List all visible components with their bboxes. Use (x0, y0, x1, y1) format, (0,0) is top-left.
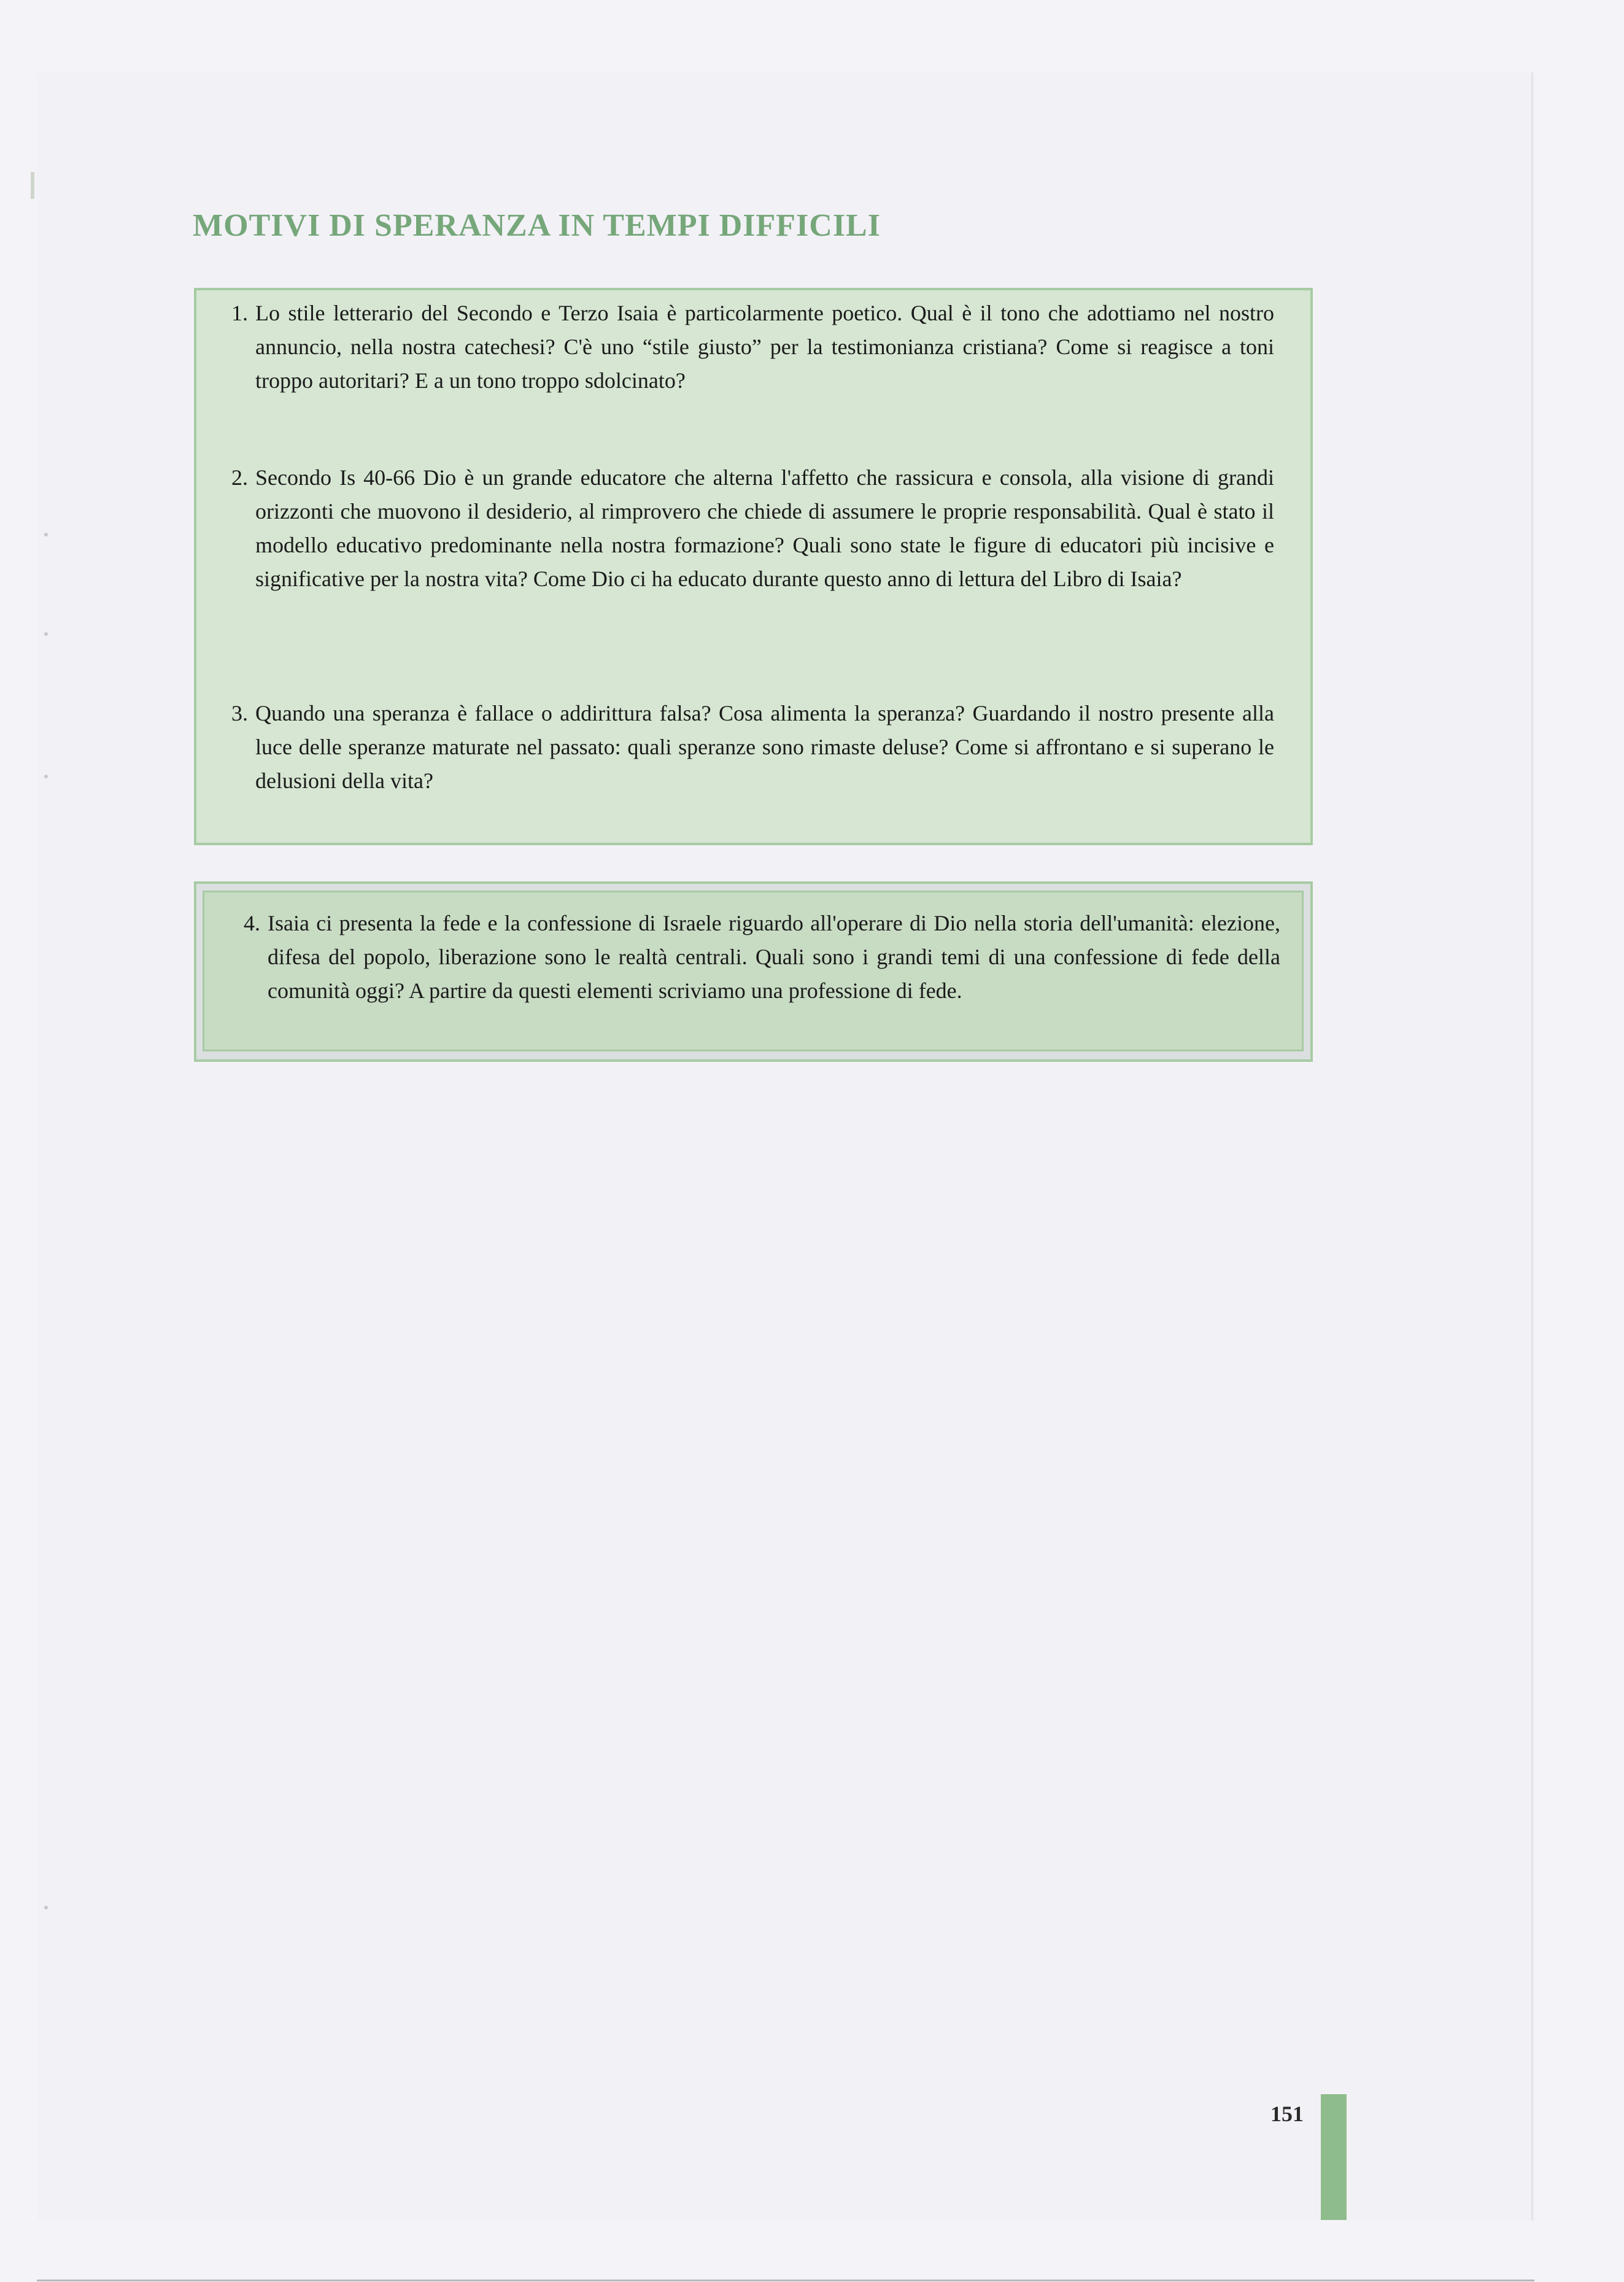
page-bottom-rule (37, 2280, 1534, 2281)
page-tab (1321, 2094, 1347, 2220)
question-text: Secondo Is 40-66 Dio è un grande educatore che alterna l'affetto che rassicura e consola, alla visione di grandi orizzonti che muovono il desiderio, al rimprovero che chiede di assumere le proprie responsabilità. Qual è stato il modello educativo predominante nella nostra formazione? Quali sono state le figure di educatori più incisive e significative per la nostra vita? Come Dio ci ha educato durante questo anno di lettura del Libro di Isaia? (255, 465, 1274, 591)
question-number: 3. (231, 701, 248, 725)
page-edge (1531, 72, 1533, 2221)
question-item (244, 907, 1280, 1008)
question-item (231, 296, 1274, 398)
question-number: 2. (231, 465, 248, 490)
binding-hole-mark (44, 1906, 48, 1909)
page-number: 151 (1270, 2102, 1304, 2126)
binding-hole-mark (44, 533, 48, 536)
question-text: Lo stile letterario del Secondo e Terzo Isaia è particolarmente poetico. Qual è il tono che adottiamo nel nostro annuncio, nella nostra catechesi? C'è uno “stile giusto” per la testimonianza cristiana? Come si reagisce a toni troppo autoritari? E a un tono troppo sdolcinato? (255, 301, 1274, 393)
question-item (231, 697, 1274, 798)
binding-hole-mark (44, 632, 48, 636)
question-item (231, 461, 1274, 596)
binding-hole-mark (44, 775, 48, 778)
question-text: Quando una speranza è fallace o addirittura falsa? Cosa alimenta la speranza? Guardando il nostro presente alla luce delle speranze maturate nel passato: quali speranze sono rimaste deluse? Come si affrontano e si superano le delusioni della vita? (255, 701, 1274, 793)
binding-mark (31, 172, 34, 199)
question-text: Isaia ci presenta la fede e la confessione di Israele riguardo all'operare di Dio nella storia dell'umanità: elezione, difesa del popolo, liberazione sono le realtà centrali. Quali sono i grandi temi di una confessione di fede della comunità oggi? A partire da questi elementi scriviamo una professione di fede. (268, 911, 1280, 1003)
question-number: 4. (244, 911, 260, 935)
question-number: 1. (231, 301, 248, 325)
section-title: MOTIVI DI SPERANZA IN TEMPI DIFFICILI (193, 208, 881, 243)
